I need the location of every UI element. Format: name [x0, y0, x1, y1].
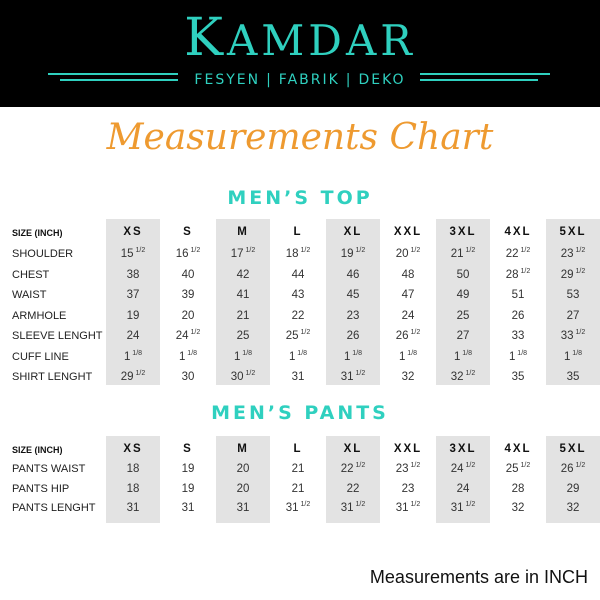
- measurement-cell: 20: [181, 309, 195, 322]
- row-label: ARMHOLE: [12, 309, 67, 322]
- measurement-cell: 32: [566, 502, 580, 514]
- measurement-cell: 22: [291, 309, 305, 322]
- size-header: XXL: [393, 226, 423, 238]
- measurement-cell: 27: [456, 330, 470, 342]
- measurement-cell: 46: [346, 268, 360, 281]
- measurement-cell: 29: [566, 482, 580, 495]
- size-header: 5XL: [559, 226, 587, 238]
- measurement-cell: 31: [181, 502, 195, 514]
- measurement-cell: 17 $^{1/2}$: [230, 247, 256, 260]
- measurement-cell: 18 $^{1/2}$: [285, 247, 311, 260]
- measurement-cell: 21: [291, 482, 305, 495]
- measurement-cell: 25 $^{1/2}$: [285, 329, 311, 342]
- measurement-cell: 24 $^{1/2}$: [175, 329, 201, 342]
- size-header: 3XL: [449, 443, 477, 455]
- measurement-cell: 1 $^{1/8}$: [123, 349, 143, 363]
- measurement-cell: 30 $^{1/2}$: [230, 370, 256, 383]
- measurement-cell: 43: [291, 289, 305, 301]
- measurement-cell: 31 $^{1/2}$: [340, 370, 366, 383]
- measurement-cell: 28 $^{1/2}$: [505, 267, 531, 281]
- mens-top-heading: MEN’S TOP: [227, 187, 373, 209]
- measurement-cell: 28: [511, 482, 525, 495]
- mens-pants-heading: MEN’S PANTS: [211, 402, 389, 424]
- row-label: CHEST: [12, 268, 50, 281]
- size-header: S: [183, 226, 193, 238]
- measurement-cell: 25 $^{1/2}$: [505, 462, 531, 475]
- row-label: SLEEVE LENGHT: [12, 330, 103, 342]
- size-header: XL: [343, 443, 363, 455]
- row-label: SHIRT LENGHT: [12, 371, 93, 383]
- measurement-cell: 33 $^{1/2}$: [560, 329, 586, 342]
- measurement-cell: 31 $^{1/2}$: [450, 501, 476, 514]
- measurement-cell: 1 $^{1/8}$: [233, 349, 253, 363]
- tagline-fabrik: FABRIK: [278, 72, 340, 88]
- measurement-cell: 29 $^{1/2}$: [560, 267, 586, 281]
- measurement-cell: 26 $^{1/2}$: [395, 329, 421, 342]
- measurement-cell: 16 $^{1/2}$: [175, 247, 201, 260]
- measurement-cell: 31 $^{1/2}$: [395, 501, 421, 514]
- measurement-cell: 1 $^{1/8}$: [508, 349, 528, 363]
- units-footnote: Measurements are in INCH: [369, 567, 588, 587]
- measurement-cell: 20: [236, 463, 250, 475]
- measurement-cell: 49: [456, 289, 470, 301]
- measurement-cell: 1 $^{1/8}$: [288, 349, 308, 363]
- size-header: XL: [343, 226, 363, 238]
- measurement-cell: 15 $^{1/2}$: [120, 247, 146, 260]
- size-header-label: SIZE (INCH): [12, 228, 63, 238]
- size-header: XS: [123, 226, 143, 238]
- measurement-cell: 19: [181, 482, 195, 495]
- measurement-cell: 45: [346, 289, 360, 301]
- row-label: SHOULDER: [12, 248, 74, 260]
- size-header: M: [237, 226, 249, 238]
- row-label: CUFF LINE: [12, 350, 69, 363]
- measurement-cell: 23 $^{1/2}$: [560, 247, 586, 260]
- measurement-cell: 37: [126, 289, 140, 301]
- measurement-cell: 29 $^{1/2}$: [120, 370, 146, 383]
- measurement-cell: 1 $^{1/8}$: [398, 349, 418, 363]
- tagline-separator: |: [266, 72, 273, 88]
- measurement-cell: 31: [126, 502, 140, 514]
- size-header: XS: [123, 443, 143, 455]
- measurement-cell: 31 $^{1/2}$: [340, 501, 366, 514]
- size-header: S: [183, 443, 193, 455]
- measurement-cell: 44: [291, 268, 305, 281]
- measurement-cell: 24 $^{1/2}$: [450, 462, 476, 475]
- tagline-deko: DEKO: [358, 72, 406, 88]
- measurement-cell: 23: [401, 482, 415, 495]
- measurement-cell: 31 $^{1/2}$: [285, 501, 311, 514]
- measurement-cell: 20 $^{1/2}$: [395, 247, 421, 260]
- measurement-cell: 1 $^{1/8}$: [563, 349, 583, 363]
- tagline-fesyen: FESYEN: [194, 72, 261, 88]
- measurement-cell: 27: [566, 309, 580, 322]
- measurement-cell: 53: [566, 289, 580, 301]
- size-header: M: [237, 443, 249, 455]
- brand-tagline: [0, 71, 600, 89]
- measurement-cell: 31: [291, 371, 305, 383]
- size-header: 5XL: [559, 443, 587, 455]
- size-header-label: SIZE (INCH): [12, 445, 63, 455]
- measurement-cell: 25: [236, 330, 250, 342]
- row-label: PANTS WAIST: [12, 463, 86, 475]
- measurement-cell: 23 $^{1/2}$: [395, 462, 421, 475]
- size-header: L: [293, 443, 303, 455]
- measurement-cell: 18: [126, 482, 140, 495]
- tagline-separator: |: [345, 72, 353, 88]
- page-title: Measurements Chart: [106, 117, 494, 158]
- measurement-cell: 21 $^{1/2}$: [450, 247, 476, 260]
- size-header: 3XL: [449, 226, 477, 238]
- row-label: PANTS LENGHT: [12, 502, 96, 514]
- size-header: 4XL: [504, 443, 532, 455]
- measurement-cell: 19 $^{1/2}$: [340, 247, 366, 260]
- measurement-cell: 33: [511, 330, 525, 342]
- measurement-cell: 1 $^{1/8}$: [343, 349, 363, 363]
- measurement-cell: 35: [566, 371, 580, 383]
- measurement-cell: 1 $^{1/8}$: [453, 349, 473, 363]
- measurement-cell: 22 $^{1/2}$: [340, 462, 366, 475]
- measurement-cell: 32: [511, 502, 525, 514]
- measurement-cell: 51: [511, 289, 525, 301]
- measurement-cell: 32: [401, 371, 415, 383]
- measurement-cell: 23: [346, 309, 360, 322]
- size-header: L: [293, 226, 303, 238]
- measurement-cell: 25: [456, 309, 470, 322]
- measurement-cell: 22 $^{1/2}$: [505, 247, 531, 260]
- row-label: PANTS HIP: [12, 482, 70, 495]
- measurement-cell: 26 $^{1/2}$: [560, 462, 586, 475]
- measurement-cell: 21: [236, 309, 250, 322]
- measurement-cell: 47: [401, 289, 415, 301]
- measurement-cell: 48: [401, 268, 415, 281]
- measurement-cell: 42: [236, 268, 250, 281]
- measurement-cell: 38: [126, 268, 140, 281]
- measurement-cell: 19: [181, 463, 195, 475]
- measurement-cell: 31: [236, 502, 250, 514]
- measurement-cell: 32 $^{1/2}$: [450, 370, 476, 383]
- measurement-cell: 24: [401, 309, 415, 322]
- measurement-cell: 39: [181, 289, 195, 301]
- measurement-cell: 30: [181, 371, 195, 383]
- measurement-cell: 19: [126, 309, 140, 322]
- measurement-cell: 21: [291, 463, 305, 475]
- measurement-cell: 22: [346, 482, 360, 495]
- measurement-cell: 26: [511, 309, 525, 322]
- measurement-cell: 20: [236, 482, 250, 495]
- measurement-cell: 40: [181, 268, 195, 281]
- measurement-cell: 50: [456, 268, 470, 281]
- measurement-cell: 1 $^{1/8}$: [178, 349, 198, 363]
- measurement-cell: 24: [126, 330, 140, 342]
- brand-logo: KAMDAR: [184, 8, 416, 68]
- measurement-cell: 41: [236, 289, 250, 301]
- measurement-cell: 24: [456, 482, 470, 495]
- size-header: 4XL: [504, 226, 532, 238]
- measurement-cell: 18: [126, 463, 140, 475]
- measurement-cell: 35: [511, 371, 525, 383]
- row-label: WAIST: [12, 289, 47, 301]
- size-header: XXL: [393, 443, 423, 455]
- brand-header: [0, 0, 600, 107]
- measurement-cell: 26: [346, 330, 360, 342]
